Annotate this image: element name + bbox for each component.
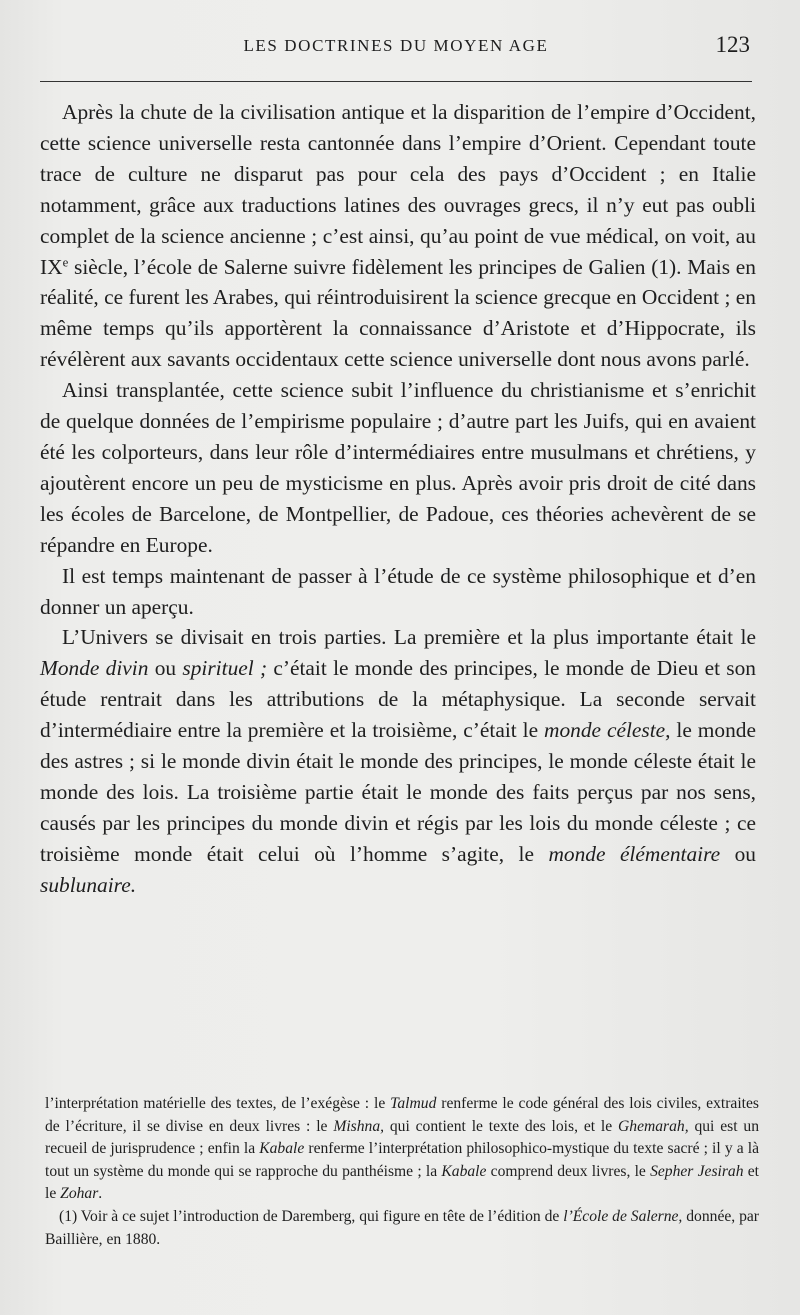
- fn-italic-zohar: Zohar: [60, 1185, 99, 1203]
- fn-text-g: et le: [45, 1162, 760, 1203]
- p4-text-a: L’Univers se divisait en trois parties. La première et la plus importante était le: [62, 625, 756, 650]
- fn-italic-ghemarah: Ghemarah,: [618, 1117, 689, 1135]
- fn-text-b: renferme le code général des lois civiles, extraites de l’écriture, il se divise en deux livres : le: [45, 1095, 759, 1135]
- main-text: [40, 97, 756, 901]
- p4-italic-spirituel: spirituel ;: [182, 656, 268, 681]
- page-number: 123: [715, 32, 750, 57]
- footnote-continuation: [45, 1093, 759, 1206]
- footnotes: [45, 1093, 759, 1251]
- p4-text-e: ou: [720, 841, 756, 866]
- header-rule: [40, 81, 752, 82]
- fn-italic-kabale: Kabale: [259, 1140, 305, 1158]
- fn-text-a: l’interprétation matérielle des textes, de l’exégèse : le: [45, 1095, 391, 1112]
- fn-text-e: renferme l’interprétation philosophico-mystique du texte sacré ; il y a là tout un système du monde qui se rapproche du panthéisme ; la: [45, 1140, 759, 1180]
- fn-italic-talmud: Talmud: [390, 1095, 437, 1112]
- fn-italic-kabale-2: Kabale: [441, 1162, 487, 1180]
- p1-superscript: e: [62, 254, 69, 269]
- fn1-text-b: donnée, par Baillière, en 1880.: [45, 1207, 760, 1248]
- running-title: LES DOCTRINES DU MOYEN AGE: [243, 36, 549, 55]
- paragraph-2: Ainsi transplantée, cette science subit l’influence du christianisme et s’enrichit de quelque données de l’empirisme populaire ; d’autre part les Juifs, qui en avaient été les colporteurs, dans leur rôle d’intermédiaires entre musulmans et chrétiens, y ajoutèrent encore un peu de mysticisme en plus. Après avoir pris droit de cité dans les écoles de Barcelone, de Montpellier, de Padoue, ces théories achevèrent de se répandre en Europe.: [40, 378, 756, 557]
- footnote-1: [45, 1206, 759, 1251]
- p4-italic-monde-divin: Monde divin: [40, 656, 149, 681]
- p4-italic-monde-celeste: monde céleste,: [544, 718, 671, 743]
- p1-text-a: Après la chute de la civilisation antique et la disparition de l’empire d’Occident, cette science universelle resta cantonnée dans l’empire d’Orient. Cependant toute trace de culture ne disparut pas pour cela des pays d’Occident ; en Italie notamment, grâce aux traductions latines des ouvrages grecs, il n’y eut pas oubli complet de la science ancienne ; c’est ainsi, qu’au point de vue médical, on voit, au IX: [40, 100, 756, 279]
- paragraph-3: Il est temps maintenant de passer à l’étude de ce système philosophique et d’en donner un aperçu.: [40, 563, 756, 619]
- p4-text-d: le monde des astres ; si le monde divin était le monde des principes, le monde céleste était le monde des lois. La troisième partie était le monde des faits perçus par nos sens, causés par les principes du monde divin et régis par les lois du monde céleste ; ce troisième monde était celui où l’homme s’agite, le: [40, 718, 756, 866]
- fn1-text-a: (1) Voir à ce sujet l’introduction de Daremberg, qui figure en tête de l’édition de: [59, 1207, 564, 1225]
- p4-italic-sublunaire: sublunaire.: [40, 872, 137, 897]
- p1-text-b: siècle, l’école de Salerne suivre fidèlement les principes de Galien (1). Mais en réalité, ce furent les Arabes, qui réintroduisirent la science grecque en Occident ; en même temps qu’ils apportèrent la connaissance d’Aristote et d’Hippocrate, ils révélèrent aux savants occidentaux cette science universelle dont nous avons parlé.: [40, 254, 756, 372]
- fn-text-d: qui est un recueil de jurisprudence ; enfin la: [45, 1117, 759, 1158]
- paragraph-1: [40, 97, 756, 375]
- p4-text-c: c’était le monde des principes, le monde de Dieu et son étude rentrait dans les attributions de la métaphysique. La seconde servait d’intermédiaire entre la première et la troisième, c’était le: [40, 656, 756, 743]
- fn1-italic-ecole-de-salerne: l’École de Salerne,: [563, 1207, 683, 1225]
- p4-text-b: ou: [148, 656, 183, 681]
- fn-text-f: comprend deux livres, le: [486, 1162, 651, 1180]
- paragraph-4: [40, 622, 756, 900]
- p4-italic-monde-elementaire: monde élémentaire: [548, 841, 721, 866]
- page-header: [40, 30, 752, 70]
- fn-italic-mishna: Mishna,: [333, 1117, 385, 1135]
- fn-text-h: .: [98, 1185, 103, 1203]
- fn-text-c: qui contient le texte des lois, et le: [384, 1117, 619, 1135]
- fn-italic-sepher-jesirah: Sepher Jesirah: [650, 1162, 744, 1180]
